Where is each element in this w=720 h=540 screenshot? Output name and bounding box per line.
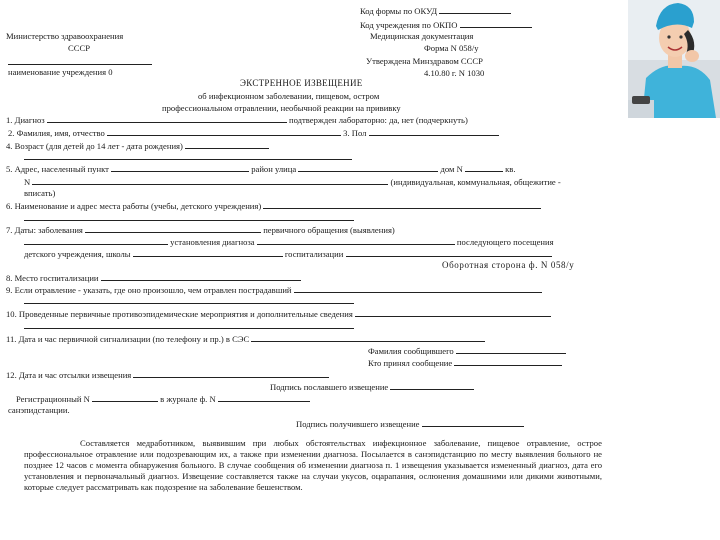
journal-input[interactable] <box>218 393 310 402</box>
workplace-input[interactable] <box>263 200 541 209</box>
okpo-label: Код учреждения по ОКПО <box>360 20 458 30</box>
send-date-label: 12. Дата и час отсылки извещения <box>6 370 132 380</box>
field-fullname <box>8 127 499 138</box>
approved-by: Утверждена Минздравом СССР <box>366 56 483 66</box>
first-signal-label: 11. Дата и час первичной сигнализации (по телефону и пр.) в СЭС <box>6 334 250 344</box>
note-text: Составляется медработником, выявившим при любых обстоятельствах инфекционное заболевание, пищевое отравление, острое профессиональное отравление или подозревающим их, а также при изменении диагноза. Посылается в санэпидстанцию по месту выявления больного не позднее 12 часов с момента обнаружения больного. В случае сообщения об изменении диагноза п. 1 извещения указывается измененный диагноз, дата его установления и первоначальный диагноз. Извещение составляется также на случаи укусов, оцарапания, ослюнения домашними или дикими животными, которые следует рассматривать как подозрение на заболевание бешенством. <box>24 438 602 493</box>
field-dates <box>6 224 395 235</box>
field-dates-3 <box>24 248 552 259</box>
field-poisoning <box>6 284 542 295</box>
poisoning-input[interactable] <box>294 284 542 293</box>
back-side-heading: Оборотная сторона ф. N 058/у <box>442 260 575 270</box>
childcare-label: детского учреждения, школы <box>24 249 131 259</box>
field-receiver-signature <box>296 418 524 429</box>
okud-field[interactable] <box>439 5 511 14</box>
diagnosis-label: 1. Диагноз <box>6 115 45 125</box>
field-sender-signature <box>270 381 474 392</box>
diagnosis-date-label: установления диагноза <box>170 237 255 247</box>
hospital-place-label: 8. Место госпитализации <box>6 273 99 283</box>
ussr-label: СССР <box>68 43 90 53</box>
hospital-place-input[interactable] <box>101 272 301 281</box>
measures-label: 10. Проведенные первичные противоэпидемические мероприятия и дополнительные сведения <box>6 309 353 319</box>
document-title: ЭКСТРЕННОЕ ИЗВЕЩЕНИЕ <box>240 78 363 88</box>
institution-rule <box>8 64 152 65</box>
apartment-label: кв. <box>505 164 516 174</box>
field-send-date <box>6 369 329 380</box>
lab-confirmed-label: подтвержден лабораторно: да, нет (подчеркнуть) <box>289 115 468 125</box>
measures-continuation-rule <box>24 328 354 329</box>
diagnosis-date-input[interactable] <box>257 236 455 245</box>
reporter-input[interactable] <box>456 345 566 354</box>
receiver-label: Кто принял сообщение <box>368 358 453 368</box>
house-input[interactable] <box>465 163 503 172</box>
send-date-input[interactable] <box>133 369 329 378</box>
field-dates-2 <box>24 236 554 247</box>
medical-docs-label: Медицинская документация <box>370 31 474 41</box>
form-number: Форма N 058/у <box>424 43 479 53</box>
field-registration <box>16 393 310 404</box>
next-visit-label: последующего посещения <box>456 237 554 247</box>
age-input[interactable] <box>185 140 269 149</box>
field-measures <box>6 308 551 319</box>
reporter-label: Фамилия сообщившего <box>368 346 454 356</box>
workplace-continuation-rule <box>24 220 354 221</box>
hospitalization-label: госпитализации <box>284 249 344 259</box>
hospitalization-input[interactable] <box>346 248 552 257</box>
address-n-label: N <box>24 177 31 187</box>
receiver-input[interactable] <box>454 357 562 366</box>
first-visit-input[interactable] <box>24 236 168 245</box>
onset-date-label: 7. Даты: заболевания <box>6 225 83 235</box>
registration-input[interactable] <box>92 393 158 402</box>
poisoning-continuation-rule <box>24 303 354 304</box>
address-label: 5. Адрес, населенный пункт <box>6 164 109 174</box>
registration-label: Регистрационный N <box>16 394 90 404</box>
nurse-photo <box>628 0 720 118</box>
approval-date: 4.10.80 г. N 1030 <box>424 68 485 78</box>
ministry-label: Министерство здравоохранения <box>6 31 124 41</box>
subtitle-line1: об инфекционном заболевании, пищевом, остром <box>198 91 380 101</box>
fullname-label: 2. Фамилия, имя, отчество <box>8 128 105 138</box>
instruction-note <box>24 438 602 493</box>
street-input[interactable] <box>298 163 438 172</box>
subtitle-line2: профессиональном отравлении, необычной реакции на прививку <box>162 103 401 113</box>
okpo-field[interactable] <box>460 19 532 28</box>
institution-name-label: наименование учреждения 0 <box>8 67 113 77</box>
sex-input[interactable] <box>369 127 499 136</box>
ses-label: санэпидстанции. <box>8 405 70 415</box>
address-n-input[interactable] <box>32 176 388 185</box>
field-receiver <box>368 357 562 368</box>
nurse-illustration <box>628 0 720 118</box>
age-label: 4. Возраст (для детей до 14 лет - дата рождения) <box>6 141 183 151</box>
field-reporter <box>368 345 566 356</box>
first-visit-label: первичного обращения (выявления) <box>263 225 395 235</box>
sex-label: 3. Пол <box>343 128 367 138</box>
district-street-label: район улица <box>251 164 297 174</box>
field-workplace <box>6 200 541 211</box>
okud-label: Код формы по ОКУД <box>360 6 438 16</box>
okpo-line <box>360 19 532 30</box>
sender-signature-input[interactable] <box>390 381 474 390</box>
field-age <box>6 140 269 151</box>
dwelling-type-label: (индивидуальная, коммунальная, общежитие - <box>390 177 561 187</box>
field-diagnosis <box>6 114 468 125</box>
field-address <box>6 163 516 174</box>
diagnosis-input[interactable] <box>47 114 287 123</box>
field-address-n <box>24 176 561 187</box>
locality-input[interactable] <box>111 163 249 172</box>
childcare-input[interactable] <box>133 248 283 257</box>
measures-input[interactable] <box>355 308 551 317</box>
receiver-signature-input[interactable] <box>422 418 524 427</box>
enter-note: вписать) <box>24 188 56 198</box>
age-continuation-rule <box>24 159 352 160</box>
receiver-signature-label: Подпись получившего извещение <box>296 419 420 429</box>
field-hospital-place <box>6 272 301 283</box>
first-signal-input[interactable] <box>251 333 485 342</box>
sender-signature-label: Подпись пославшего извещение <box>270 382 389 392</box>
journal-label: в журнале ф. N <box>160 394 216 404</box>
house-label: дом N <box>440 164 463 174</box>
okud-line <box>360 5 511 16</box>
workplace-label: 6. Наименование и адрес места работы (учебы, детского учреждения) <box>6 201 262 211</box>
field-first-signal <box>6 333 485 344</box>
poisoning-label: 9. Если отравление - указать, где оно произошло, чем отравлен пострадавший <box>6 285 292 295</box>
fullname-input[interactable] <box>107 127 341 136</box>
onset-date-input[interactable] <box>85 224 261 233</box>
